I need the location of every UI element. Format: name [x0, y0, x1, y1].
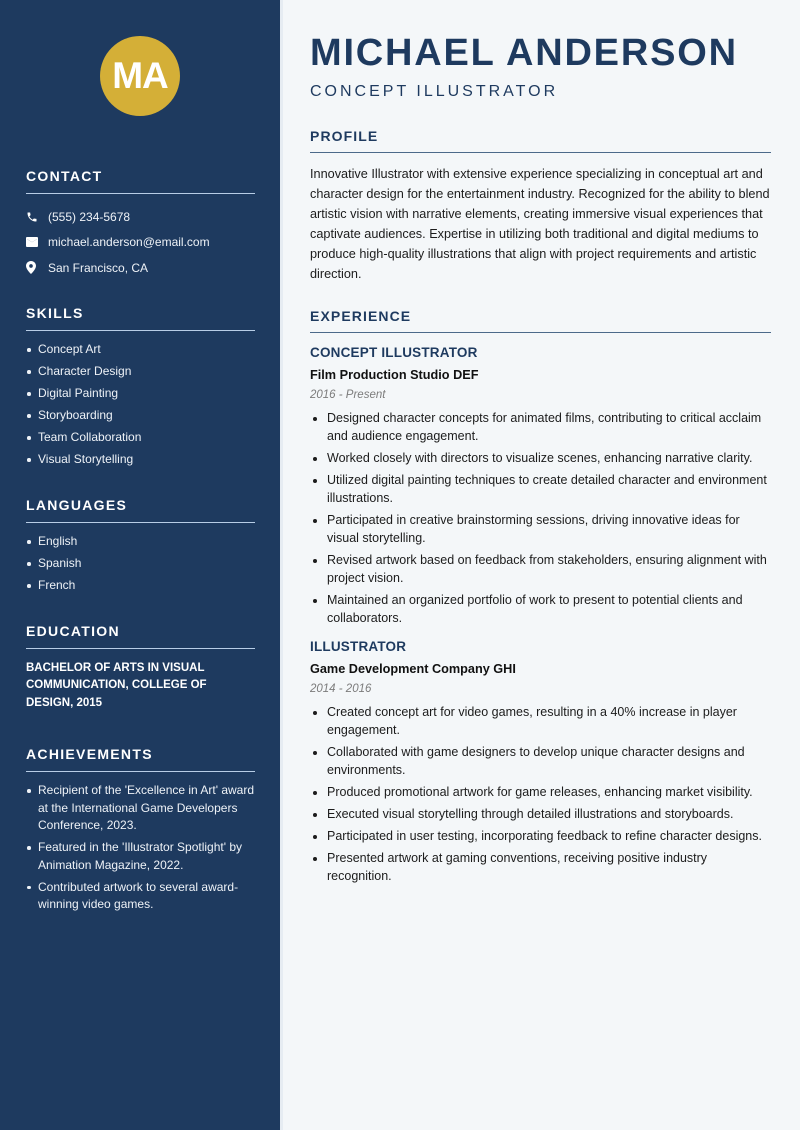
profile-section — [310, 128, 771, 284]
achievements-section — [26, 746, 255, 918]
skill-item: Digital Painting — [26, 385, 255, 403]
sidebar — [0, 0, 280, 1130]
skill-item: Team Collaboration — [26, 429, 255, 447]
contact-email — [26, 230, 255, 256]
job-dates: 2014 - 2016 — [310, 683, 372, 695]
profile-text: Innovative Illustrator with extensive experience specializing in conceptual art and character design for the entertainment industry. Recognized for the ability to blend artistic vision with narrative elements, creating immersive visual experiences that captivate audiences. Expertise in utilizing both traditional and digital mediums to produce high-quality illustrations that align with project requirements and artistic direction. — [310, 167, 770, 281]
experience-section — [310, 308, 771, 889]
candidate-name: MICHAEL ANDERSON — [310, 32, 738, 74]
profile-heading: PROFILE — [310, 128, 771, 153]
experience-heading: EXPERIENCE — [310, 308, 771, 333]
job-bullet: Maintained an organized portfolio of work to present to potential clients and collaborators. — [310, 591, 771, 627]
email-icon — [26, 237, 48, 247]
language-item: Spanish — [26, 555, 255, 573]
phone-icon — [26, 211, 48, 223]
job-dates: 2016 - Present — [310, 389, 386, 401]
job-bullet: Created concept art for video games, resulting in a 40% increase in player engagement. — [310, 703, 771, 739]
job-bullet: Revised artwork based on feedback from stakeholders, ensuring alignment with project vision. — [310, 551, 771, 587]
candidate-title: CONCEPT ILLUSTRATOR — [310, 83, 559, 100]
job-entry — [310, 639, 771, 885]
job-company: Game Development Company GHI — [310, 662, 516, 676]
job-bullet: Participated in creative brainstorming sessions, driving innovative ideas for visual storytelling. — [310, 511, 771, 547]
job-bullet: Produced promotional artwork for game releases, enhancing market visibility. — [310, 783, 771, 801]
contact-heading: CONTACT — [26, 168, 255, 194]
contact-phone — [26, 204, 255, 230]
job-entry — [310, 345, 771, 627]
job-bullet: Utilized digital painting techniques to create detailed character and environment illustrations. — [310, 471, 771, 507]
email-text: michael.anderson@email.com — [48, 235, 210, 250]
languages-heading: LANGUAGES — [26, 497, 255, 523]
achievement-item: Contributed artwork to several award-winning video games. — [26, 879, 255, 914]
achievement-item: Recipient of the 'Excellence in Art' award at the International Game Developers Conference, 2023. — [26, 782, 255, 835]
contact-list — [26, 204, 255, 281]
job-company: Film Production Studio DEF — [310, 368, 479, 382]
language-item: French — [26, 577, 255, 595]
job-title: ILLUSTRATOR — [310, 639, 407, 654]
education-text: BACHELOR OF ARTS IN VISUAL COMMUNICATION, COLLEGE OF DESIGN, 2015 — [26, 662, 207, 709]
location-pin-icon — [26, 261, 48, 274]
avatar-initials: MA — [100, 36, 180, 116]
sidebar-divider — [280, 0, 283, 1130]
job-bullet: Presented artwork at gaming conventions, receiving positive industry recognition. — [310, 849, 771, 885]
skills-list — [26, 341, 255, 469]
skills-heading: SKILLS — [26, 305, 255, 331]
education-section — [26, 623, 255, 712]
contact-section — [26, 168, 255, 281]
skill-item: Visual Storytelling — [26, 451, 255, 469]
job-bullet: Worked closely with directors to visualize scenes, enhancing narrative clarity. — [310, 449, 771, 467]
education-heading: EDUCATION — [26, 623, 255, 649]
achievements-list — [26, 782, 255, 914]
languages-section — [26, 497, 255, 599]
job-title: CONCEPT ILLUSTRATOR — [310, 345, 478, 360]
language-item: English — [26, 533, 255, 551]
achievements-heading: ACHIEVEMENTS — [26, 746, 255, 772]
skill-item: Character Design — [26, 363, 255, 381]
location-text: San Francisco, CA — [48, 260, 149, 275]
job-bullet: Executed visual storytelling through detailed illustrations and storyboards. — [310, 805, 771, 823]
achievement-item: Featured in the 'Illustrator Spotlight' by Animation Magazine, 2022. — [26, 839, 255, 874]
skills-section — [26, 305, 255, 473]
job-bullets — [310, 409, 771, 627]
skill-item: Concept Art — [26, 341, 255, 359]
job-bullet: Collaborated with game designers to develop unique character designs and environments. — [310, 743, 771, 779]
skill-item: Storyboarding — [26, 407, 255, 425]
job-bullet: Participated in user testing, incorporating feedback to refine character designs. — [310, 827, 771, 845]
job-bullets — [310, 703, 771, 885]
job-bullet: Designed character concepts for animated films, contributing to critical acclaim and audience engagement. — [310, 409, 771, 445]
languages-list — [26, 533, 255, 595]
contact-location — [26, 255, 255, 281]
phone-text: (555) 234-5678 — [48, 209, 131, 224]
